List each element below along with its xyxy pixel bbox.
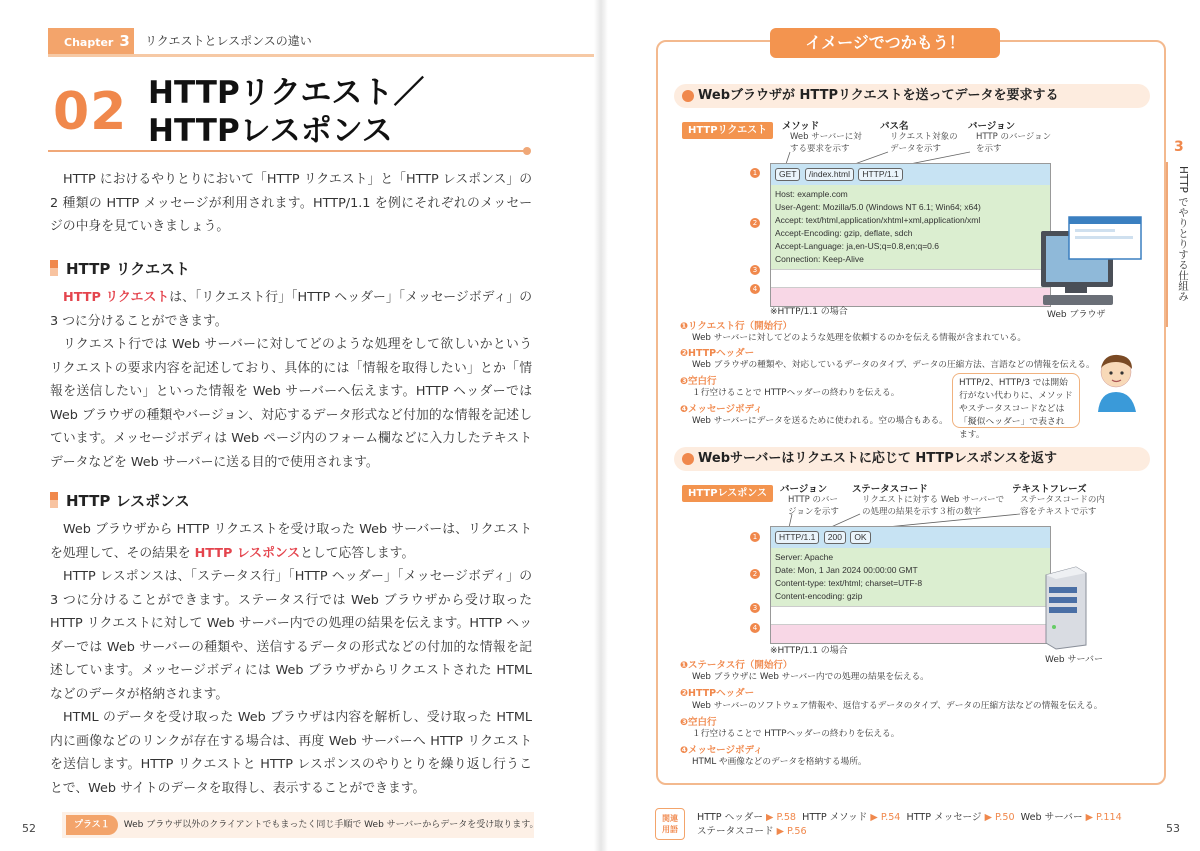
server-illustration xyxy=(1040,565,1090,650)
response-paragraphs xyxy=(50,518,532,800)
annotation-path-line-1: リクエスト対象の xyxy=(890,132,958,142)
related-term[interactable]: ステータスコード xyxy=(697,826,774,837)
annotation-path-line-2: データを示す xyxy=(890,144,942,154)
page-number-right: 53 xyxy=(1166,822,1180,835)
request-message xyxy=(770,163,1051,307)
browser-label: Web ブラウザ xyxy=(1047,310,1106,320)
intro-paragraph xyxy=(50,168,532,239)
related-term[interactable]: Web サーバー xyxy=(1020,812,1083,823)
annotation-status-heading: ステータスコード xyxy=(852,484,928,495)
related-label-2: 用語 xyxy=(662,825,678,834)
response-p1-pre: Web ブラウザから HTTP リクエストを受け取った Web サーバーは、リクエストを処理して、その結果を xyxy=(50,522,532,561)
chapter-rule xyxy=(48,54,598,57)
response-mark-4: 4 xyxy=(750,623,760,633)
annotation-version-line-2: を示す xyxy=(976,144,1002,154)
annotation-status-line-2: の処理の結果を示す３桁の数字 xyxy=(862,507,982,517)
related-label-1: 関連 xyxy=(662,814,678,823)
response-header-row: Content-encoding: gzip xyxy=(775,591,863,601)
shirt-icon xyxy=(1098,392,1136,412)
related-terms-badge xyxy=(655,808,685,840)
response-paragraph-3: HTML のデータを受け取った Web ブラウザは内容を解析し、受け取った HTML 内に画像などのリンクが存在する場合は、再度 Web サーバーへ HTTP リクエストを送信します。HTTP リクエストと HTTP レスポンスのやりとりを繰り返し行うことで、Web サイトのデータを取得し、表示することができます。 xyxy=(50,710,532,796)
related-terms xyxy=(697,811,1122,839)
response-paragraph-2: HTTP レスポンスは、「ステータス行」「HTTP ヘッダー」「メッセージボディ」の3 つに分けることができます。ステータス行では Web ブラウザから受け取ったHTTP リクエストに対して Web サーバー内での処理の結果を伝えます。HTTP ヘッダーでは Web サーバーの種類や、送信するデータの形式などの付加的な情報を記述しています。メッセージボディには Web ブラウザからリクエストされた HTML などのデータが格納されます。 xyxy=(50,569,532,702)
chapter-title: リクエストとレスポンスの違い xyxy=(145,34,312,48)
related-term[interactable]: HTTP メソッド xyxy=(802,812,868,823)
status-code-chip: 200 xyxy=(824,531,846,544)
response-http11-note: ※HTTP/1.1 の場合 xyxy=(770,646,848,656)
response-header-row: Content-type: text/html; charset=UTF-8 xyxy=(775,578,923,588)
annotation-rversion-line-1: HTTP のバー xyxy=(788,495,838,505)
request-header-row: Accept-Encoding: gzip, deflate, sdch xyxy=(775,228,913,238)
plus-text: Web ブラウザ以外のクライアントでもまったく同じ手順で Web サーバーからデータを受け取ります。 xyxy=(123,820,539,830)
request-item-desc: Web サーバーに対してどのような処理を依頼するのかを伝える情報が含まれている。 xyxy=(692,333,1027,343)
request-header-row: User-Agent: Mozilla/5.0 (Windows NT 6.1; Win64; x64) xyxy=(775,202,981,212)
request-item-heading: ❶リクエスト行（開始行） xyxy=(680,321,793,332)
annotation-method-line-1: Web サーバーに対 xyxy=(790,132,862,142)
request-item-desc: Web ブラウザの種類や、対応しているデータのタイプ、データの圧縮方法、言語などの情報を伝える。 xyxy=(692,360,1095,370)
related-terms-line-2 xyxy=(697,825,1122,839)
request-tag: HTTPリクエスト xyxy=(682,122,773,139)
section-title xyxy=(148,74,424,150)
request-header-row: Connection: Keep-Alive xyxy=(775,254,864,264)
speech-bubble: HTTP/2、HTTP/3 では開始行がない代わりに、メソッドやステータスコードなどは「擬似ヘッダー」で表されます。 xyxy=(952,373,1080,428)
keyword-http-request: HTTP リクエスト xyxy=(63,290,170,305)
request-item-desc: Web サーバーにデータを送るために使われる。空の場合もある。 xyxy=(692,416,948,426)
related-terms-line-1 xyxy=(697,811,1122,825)
version-chip: HTTP/1.1 xyxy=(858,168,902,181)
keyword-http-response: HTTP レスポンス xyxy=(194,545,301,561)
request-http11-note: ※HTTP/1.1 の場合 xyxy=(770,307,848,317)
request-mark-3: 3 xyxy=(750,265,760,275)
annotation-phrase-heading: テキストフレーズ xyxy=(1012,484,1087,495)
annotation-status-line-1: リクエストに対する Web サーバーで xyxy=(862,495,1005,505)
response-header-row: Server: Apache xyxy=(775,552,834,562)
chapter-number: 3 xyxy=(119,32,130,50)
request-mark-1: 1 xyxy=(750,168,760,178)
status-line xyxy=(771,527,1050,548)
response-item-heading: ❶ステータス行（開始行） xyxy=(680,660,793,671)
related-term-page[interactable]: ▶ P.114 xyxy=(1085,812,1122,823)
request-line xyxy=(771,164,1050,185)
section-number: 02 xyxy=(53,82,128,142)
response-message xyxy=(770,526,1051,644)
request-p1-text: は、「リクエスト行」「HTTP ヘッダー」「メッセージボディ」の3 つに分けることができます。 xyxy=(50,290,532,329)
plus-tag: プラス１ xyxy=(66,815,118,835)
request-item-heading: ❸空白行 xyxy=(680,376,717,387)
related-term-page[interactable]: ▶ P.56 xyxy=(776,826,807,837)
chapter-side-tab xyxy=(1166,134,1200,334)
section-title-line-2: HTTPレスポンス xyxy=(148,113,393,149)
response-headers xyxy=(771,548,1050,606)
request-item-heading: ❹メッセージボディ xyxy=(680,404,763,415)
related-term-page[interactable]: ▶ P.54 xyxy=(870,812,901,823)
annotation-phrase-line-1: ステータスコードの内 xyxy=(1020,495,1105,505)
response-header-row: Date: Mon, 1 Jan 2024 00:00:00 GMT xyxy=(775,565,918,575)
request-item-heading: ❷HTTPヘッダー xyxy=(680,348,755,359)
request-paragraph-2: リクエスト行では Web サーバーに対してどのような処理をして欲しいかというリクエストの要求内容を記述しており、具体的には「情報を取得したい」とか「情報を送信したい」といった情報を Web サーバーへ伝えます。HTTP ヘッダーでは Web ブラウザの種類やバージョン、対応するデータ形式など付加的な情報を記述しています。メッセージボディは Web ページ内のフォーム欄などに入力したテキストデータなどを Web サーバーに送る目的で使用されます。 xyxy=(50,337,532,470)
response-mark-3: 3 xyxy=(750,603,760,613)
keyboard-icon xyxy=(1043,295,1113,305)
path-chip: /index.html xyxy=(805,168,854,181)
plus-note xyxy=(66,815,539,835)
annotation-method-line-2: する要求を示す xyxy=(790,144,850,154)
method-chip: GET xyxy=(775,168,800,181)
side-tab-number: 3 xyxy=(1174,139,1184,155)
band-response: Webサーバーはリクエストに応じて HTTPレスポンスを返す xyxy=(674,447,1150,471)
request-mark-4: 4 xyxy=(750,284,760,294)
annotation-rversion-line-2: ジョンを示す xyxy=(788,507,839,517)
browser-illustration xyxy=(1035,213,1147,313)
annotation-rversion-heading: バージョン xyxy=(780,484,828,495)
related-term-page[interactable]: ▶ P.50 xyxy=(984,812,1015,823)
related-term[interactable]: HTTP メッセージ xyxy=(906,812,982,823)
response-item-heading: ❹メッセージボディ xyxy=(680,745,763,756)
response-mark-2: 2 xyxy=(750,569,760,579)
person-illustration xyxy=(1094,350,1142,414)
section-title-line-1: HTTPリクエスト／ xyxy=(148,75,425,111)
request-headers xyxy=(771,185,1050,269)
response-tag: HTTPレスポンス xyxy=(682,485,773,502)
chapter-tab xyxy=(48,28,134,54)
request-item-desc: １行空けることで HTTPヘッダーの終わりを伝える。 xyxy=(692,388,900,398)
annotation-method-heading: メソッド xyxy=(782,121,820,132)
request-header-row: Accept: text/html,application/xhtml+xml,application/xml xyxy=(775,215,981,225)
request-header-row: Accept-Language: ja,en-US;q=0.8,en;q=0.6 xyxy=(775,241,939,251)
request-mark-2: 2 xyxy=(750,218,760,228)
section-rule xyxy=(48,150,526,152)
request-paragraphs xyxy=(50,286,532,474)
response-item-heading: ❸空白行 xyxy=(680,717,717,728)
related-term[interactable]: HTTP ヘッダー xyxy=(697,812,763,823)
response-blank-line xyxy=(771,606,1050,624)
side-tab-bar xyxy=(1166,162,1168,327)
response-item-heading: ❷HTTPヘッダー xyxy=(680,688,755,699)
heading-http-request: HTTP リクエスト xyxy=(50,258,190,279)
response-item-desc: １行空けることで HTTPヘッダーの終わりを伝える。 xyxy=(692,729,900,739)
response-item-desc: Web サーバーのソフトウェア情報や、返信するデータのタイプ、データの圧縮方法などの情報を伝える。 xyxy=(692,701,1103,711)
heading-http-response: HTTP レスポンス xyxy=(50,490,190,511)
book-spine xyxy=(594,0,608,851)
annotation-phrase-line-2: 容をテキストで示す xyxy=(1020,507,1097,517)
request-header-row: Host: example.com xyxy=(775,189,848,199)
response-mark-1: 1 xyxy=(750,532,760,542)
chapter-label: Chapter xyxy=(64,36,114,49)
response-item-desc: Web ブラウザに Web サーバー内での処理の結果を伝える。 xyxy=(692,672,929,682)
rversion-chip: HTTP/1.1 xyxy=(775,531,819,544)
request-blank-line xyxy=(771,269,1050,287)
annotation-version-heading: バージョン xyxy=(968,121,1016,132)
request-paragraph-1 xyxy=(50,286,532,333)
band-request: Webブラウザが HTTPリクエストを送ってデータを要求する xyxy=(674,84,1150,108)
reason-phrase-chip: OK xyxy=(850,531,870,544)
server-label: Web サーバー xyxy=(1045,655,1104,665)
illustration-banner: イメージでつかもう！ xyxy=(770,28,1000,58)
annotation-version-line-1: HTTP のバージョン xyxy=(976,132,1052,142)
response-paragraph-1 xyxy=(50,518,532,565)
page-number-left: 52 xyxy=(22,822,36,835)
response-p1-post: として応答します。 xyxy=(300,545,415,561)
intro-text: HTTP におけるやりとりにおいて「HTTP リクエスト」と「HTTP レスポンス」の2 種類の HTTP メッセージが利用されます。HTTP/1.1 を例にそれぞれのメッセージの中身を見ていきましょう。 xyxy=(50,172,532,234)
response-body xyxy=(771,624,1050,643)
related-term-page[interactable]: ▶ P.58 xyxy=(766,812,797,823)
side-tab-text: HTTP でやりとりする仕組み xyxy=(1177,166,1189,302)
response-item-desc: HTML や画像などのデータを格納する場所。 xyxy=(692,757,867,767)
annotation-path-heading: パス名 xyxy=(880,121,909,132)
